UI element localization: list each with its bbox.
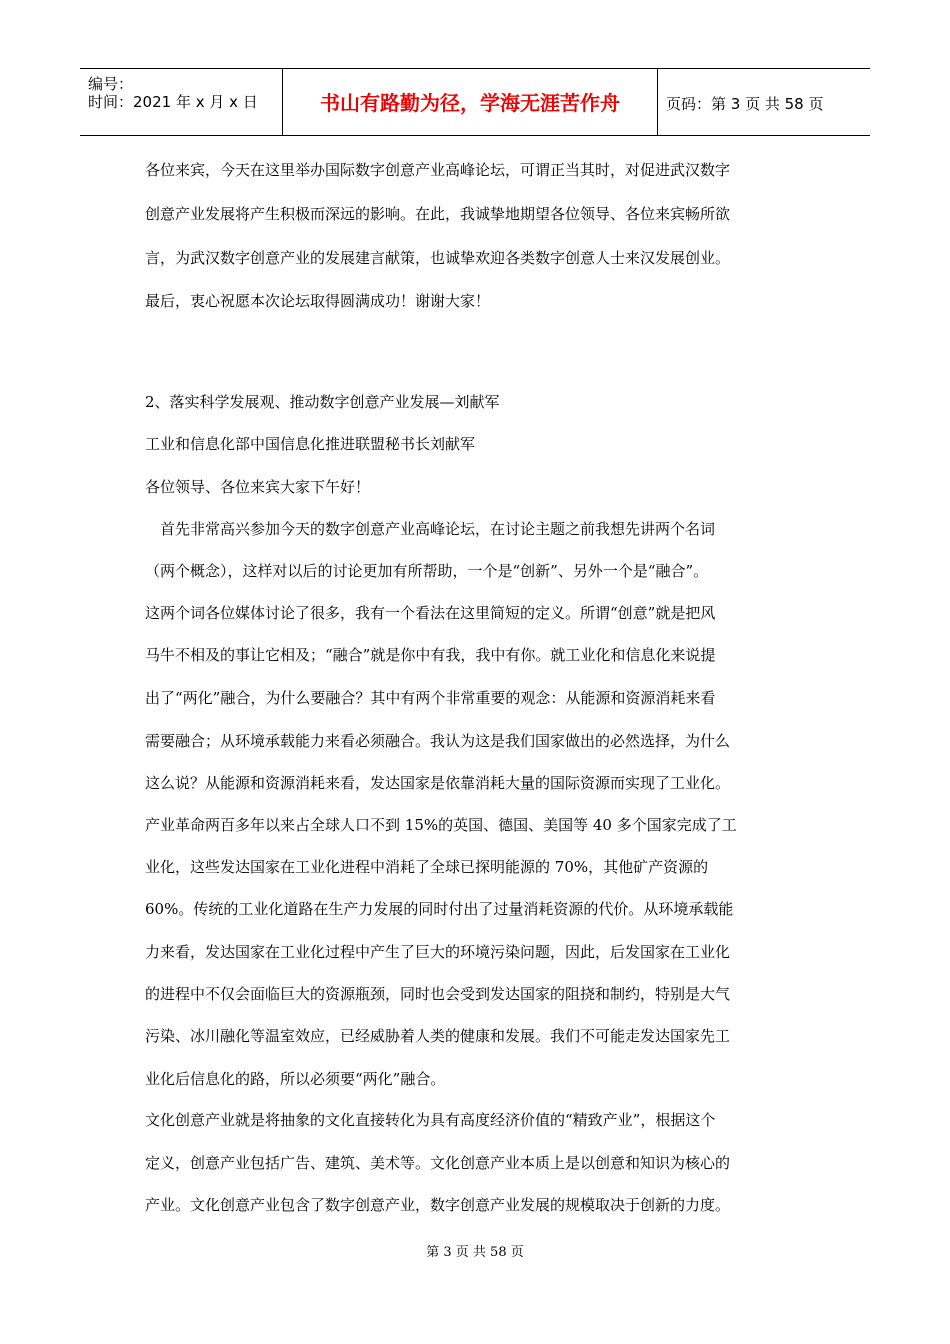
date-label: 时间：2021 年 x 月 x 日: [88, 93, 258, 111]
body-line: 这么说？从能源和资源消耗来看，发达国家是依靠消耗大量的国际资源而实现了工业化。: [145, 774, 731, 792]
header-motto-cell: [282, 69, 658, 135]
page-label: 页码：第 3 页 共 58 页: [666, 95, 824, 113]
body-line: 这两个词各位媒体讨论了很多，我有一个看法在这里简短的定义。所谓“创意”就是把风: [145, 604, 716, 622]
greeting: 各位领导、各位来宾大家下午好！: [145, 478, 371, 496]
body-line: 文化创意产业就是将抽象的文化直接转化为具有高度经济价值的“精致产业”，根据这个: [145, 1111, 716, 1129]
body-line: 产业。文化创意产业包含了数字创意产业，数字创意产业发展的规模取决于创新的力度。: [145, 1196, 731, 1214]
body-line: （两个概念），这样对以后的讨论更加有所帮助，一个是“创新”、另外一个是“融合”。: [145, 562, 709, 580]
page-header: [80, 68, 870, 136]
body-line: 60%。传统的工业化道路在生产力发展的同时付出了过量消耗资源的代价。从环境承载能: [145, 900, 734, 918]
header-page-cell: [658, 69, 870, 135]
body-line: 首先非常高兴参加今天的数字创意产业高峰论坛，在讨论主题之前我想先讲两个名词: [145, 520, 716, 538]
motto-title: 书山有路勤为径，学海无涯苦作舟: [320, 91, 620, 115]
body-line: 需要融合；从环境承载能力来看必须融合。我认为这是我们国家做出的必然选择，为什么: [145, 732, 731, 750]
body-line: 创意产业发展将产生积极而深远的影响。在此，我诚挚地期望各位领导、各位来宾畅所欲: [145, 205, 731, 223]
body-line: 马牛不相及的事让它相及；“融合”就是你中有我，我中有你。就工业化和信息化来说提: [145, 646, 716, 664]
body-line: 污染、冰川融化等温室效应，已经威胁着人类的健康和发展。我们不可能走发达国家先工: [145, 1027, 731, 1045]
number-label: 编号：: [88, 75, 134, 93]
body-line: 最后，衷心祝愿本次论坛取得圆满成功！谢谢大家！: [145, 292, 491, 310]
body-line: 各位来宾，今天在这里举办国际数字创意产业高峰论坛，可谓正当其时，对促进武汉数字: [145, 161, 731, 179]
body-line: 的进程中不仅会面临巨大的资源瓶颈，同时也会受到发达国家的阻挠和制约，特别是大气: [145, 985, 731, 1003]
body-line: 出了“两化”融合，为什么要融合？其中有两个非常重要的观念：从能源和资源消耗来看: [145, 689, 716, 707]
body-line: 定义，创意产业包括广告、建筑、美术等。文化创意产业本质上是以创意和知识为核心的: [145, 1154, 731, 1172]
body-line: 产业革命两百多年以来占全球人口不到 15%的英国、德国、美国等 40 多个国家完成了工: [145, 816, 737, 834]
body-line: 言，为武汉数字创意产业的发展建言献策，也诚挚欢迎各类数字创意人士来汉发展创业。: [145, 249, 731, 267]
header-meta-cell: [80, 69, 282, 135]
page-footer: 第 3 页 共 58 页: [426, 1245, 524, 1260]
section-heading: 2、落实科学发展观、推动数字创意产业发展—刘献军: [145, 393, 500, 411]
body-line: 业化后信息化的路，所以必须要“两化”融合。: [145, 1070, 446, 1088]
body-line: 业化，这些发达国家在工业化进程中消耗了全球已探明能源的 70%，其他矿产资源的: [145, 858, 709, 876]
body-line: 力来看，发达国家在工业化过程中产生了巨大的环境污染问题，因此，后发国家在工业化: [145, 943, 731, 961]
speaker-title: 工业和信息化部中国信息化推进联盟秘书长刘献军: [145, 435, 476, 453]
